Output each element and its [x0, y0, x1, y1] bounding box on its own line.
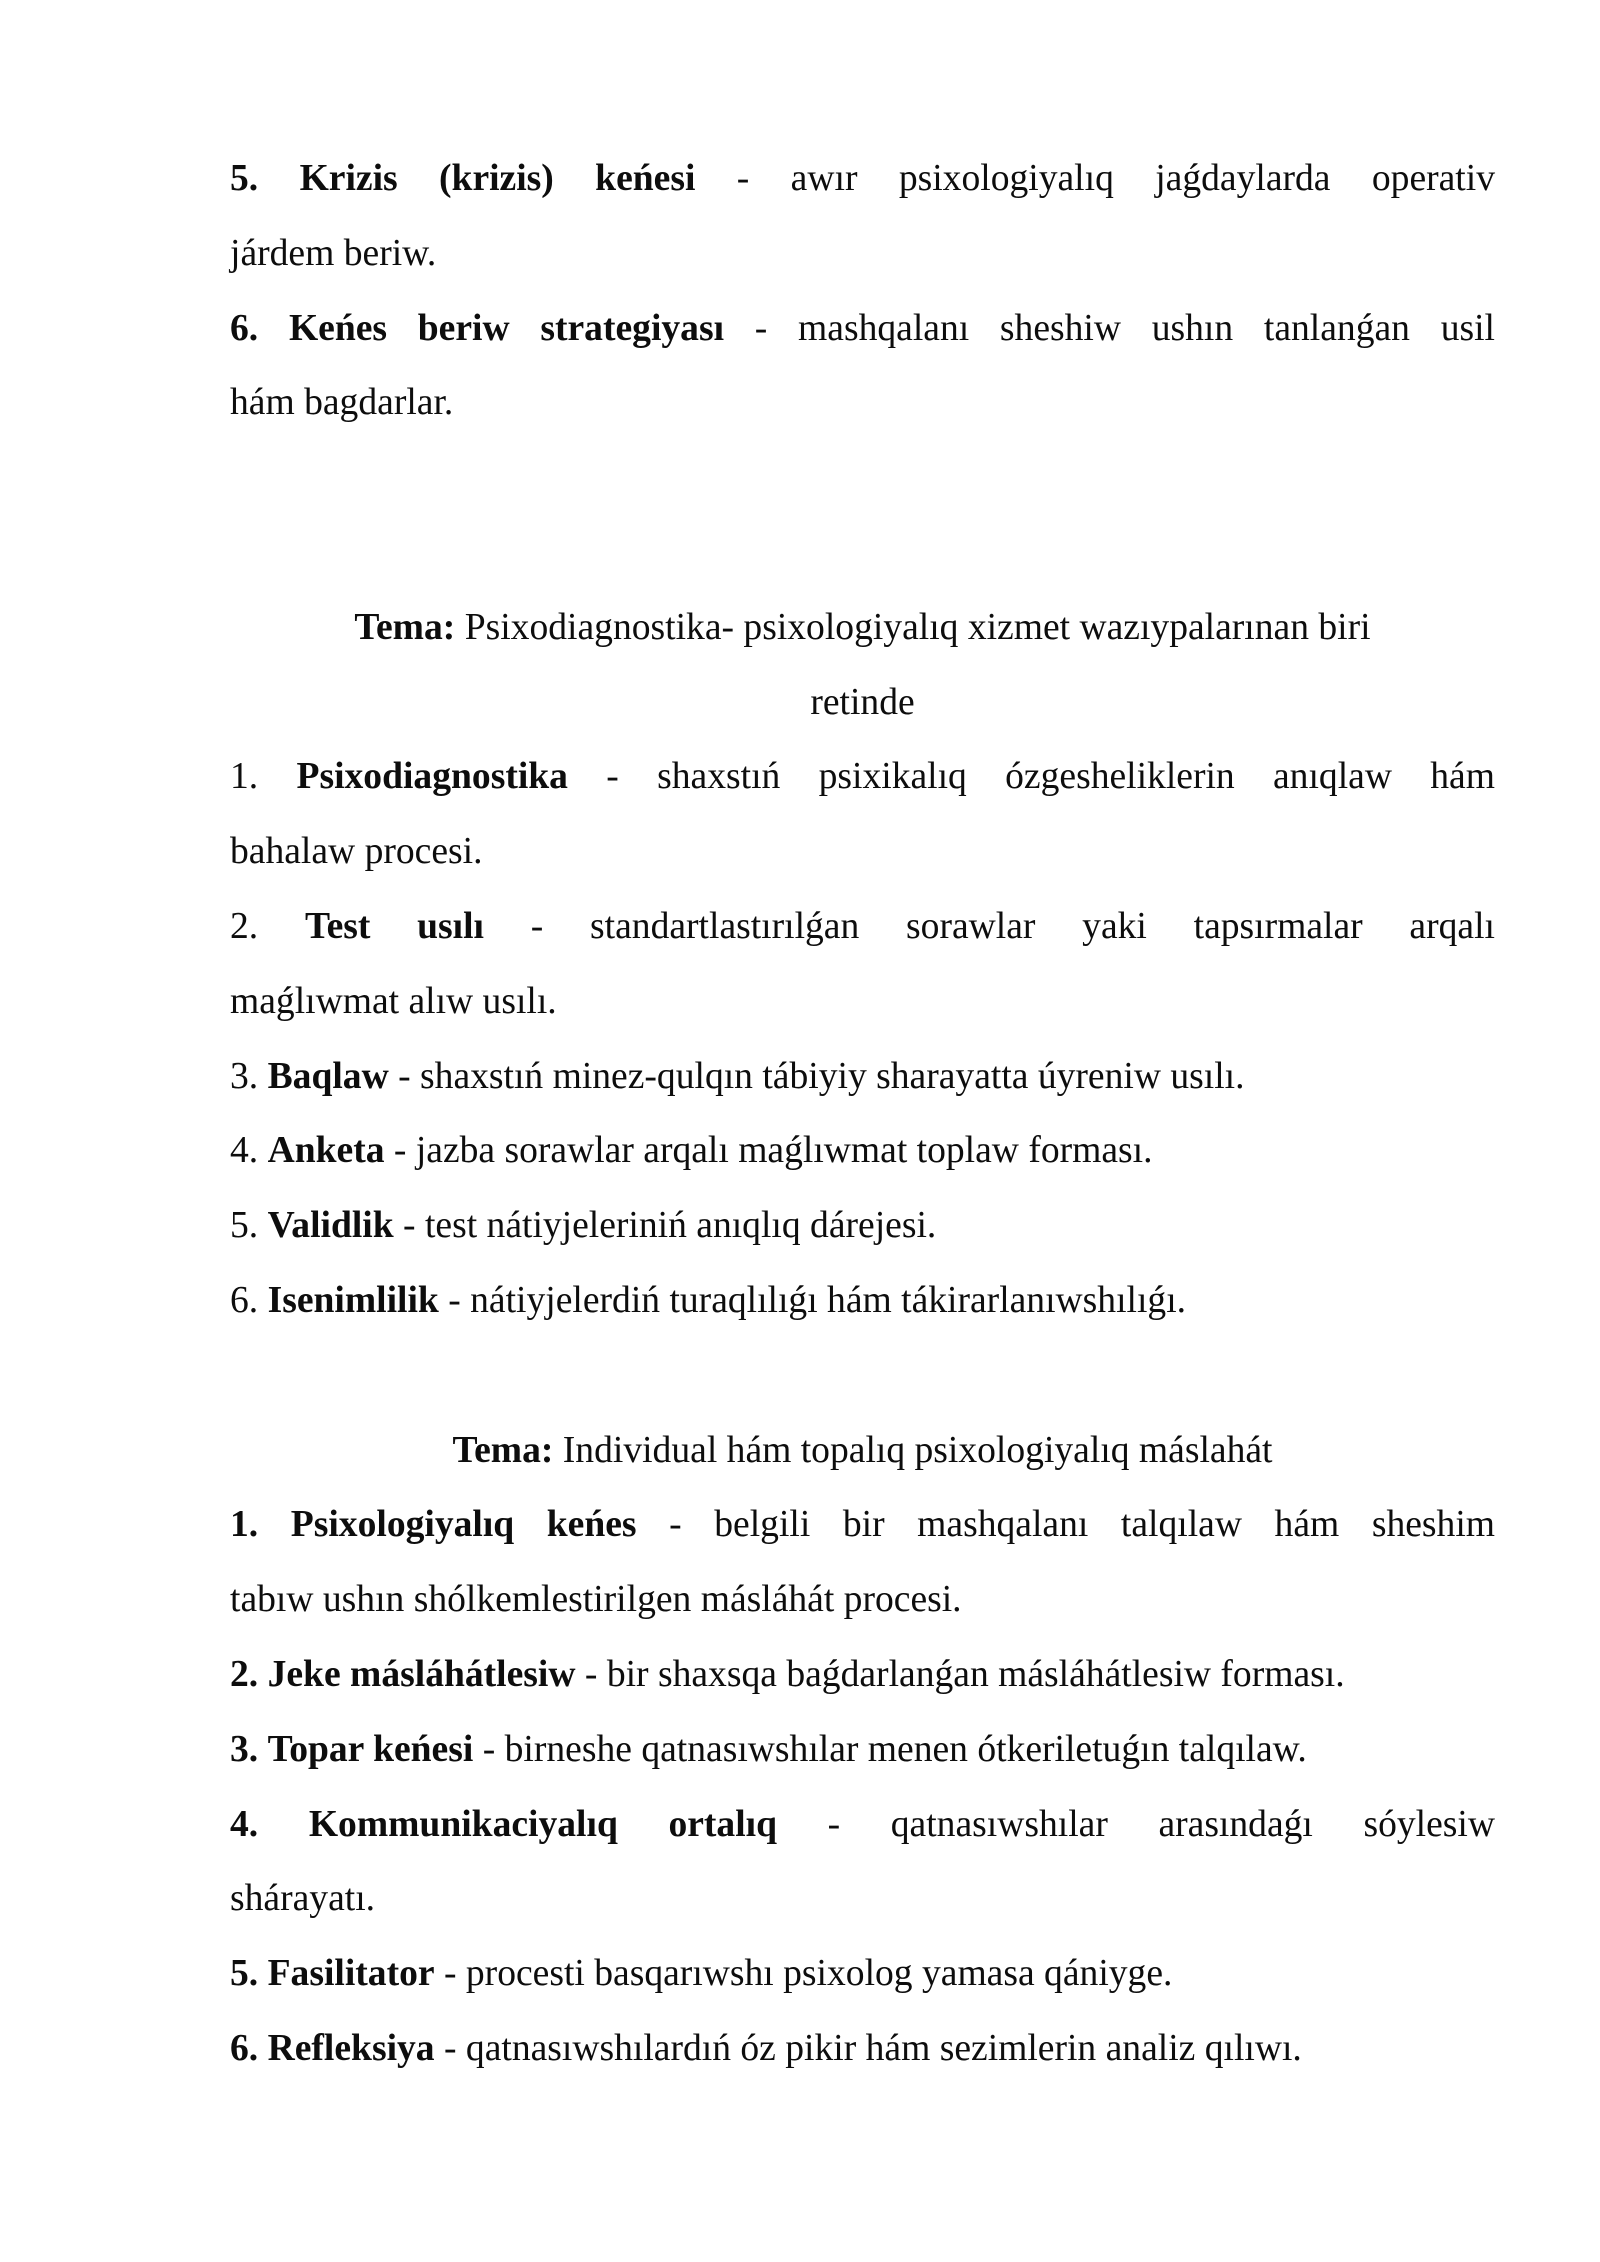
topic-title: Individual hám topalıq psixologiyalıq máslahát — [562, 1429, 1273, 1471]
item-term: Krizis (krizis) keńesi — [299, 158, 696, 199]
item-number: 1. — [230, 756, 259, 798]
item-term: Kommunikaciyalıq ortalıq — [308, 1803, 778, 1845]
list-item-line — [230, 2012, 1495, 2087]
list-item-line — [230, 1114, 1495, 1189]
item-number: 6. — [230, 307, 259, 349]
list-item — [230, 2012, 1495, 2087]
list-item — [230, 1713, 1495, 1788]
item-description: - qatnasıwshılardıń óz pikir hám sezimlerin analiz qılıwı. — [444, 2027, 1302, 2069]
item-term: Baqlaw — [267, 1055, 389, 1097]
topic-heading-line — [230, 591, 1495, 666]
item-number: 4. — [230, 1130, 259, 1172]
intro-list — [230, 142, 1495, 441]
list-item-line — [230, 1638, 1495, 1713]
topic-title: Psixodiagnostika- psixologiyalıq xizmet wazıypalarınan biri — [464, 606, 1371, 648]
list-item-line — [230, 142, 1495, 217]
item-term: Keńes beriw strategiyası — [288, 307, 725, 349]
topic-heading — [230, 591, 1495, 741]
item-term: Refleksiya — [267, 2027, 435, 2069]
item-number: 6. — [230, 1279, 259, 1321]
item-number: 4. — [230, 1803, 259, 1845]
list-item-line — [230, 1788, 1495, 1863]
item-number: 2. — [230, 1653, 259, 1695]
item-description-continued: bahalaw procesi. — [230, 831, 483, 873]
topic-individual-group-counseling — [230, 1414, 1495, 2087]
list-item-line — [230, 1040, 1495, 1115]
list-item — [230, 890, 1495, 1040]
item-description: - qatnasıwshılar arasındaǵı sóylesiw — [827, 1803, 1495, 1845]
item-term: Isenimlilik — [267, 1279, 439, 1321]
item-term: Topar keńesi — [267, 1728, 474, 1770]
list-item — [230, 1788, 1495, 1938]
list-item — [230, 1114, 1495, 1189]
list-item — [230, 1937, 1495, 2012]
item-description: - shaxstıń psixikalıq ózgesheliklerin anıqlaw hám — [606, 756, 1495, 798]
list-item — [230, 1264, 1495, 1339]
item-number: 3. — [230, 1728, 259, 1770]
list-item-line — [230, 1937, 1495, 2012]
item-term: Psixodiagnostika — [296, 756, 568, 798]
topic-heading-line — [230, 1414, 1495, 1489]
item-description-continued: shárayatı. — [230, 1878, 376, 1920]
list-item — [230, 292, 1495, 442]
list-item-line — [230, 1713, 1495, 1788]
item-number: 5. — [230, 158, 259, 199]
list-item — [230, 142, 1495, 292]
item-description: - awır psixologiyalıq jaǵdaylarda operativ — [736, 158, 1495, 199]
item-description: - nátiyjelerdiń turaqlılıǵı hám tákirarlanıwshılıǵı. — [448, 1279, 1187, 1321]
item-description-continued: járdem beriw. — [230, 232, 437, 274]
list-item — [230, 1488, 1495, 1638]
item-term: Validlik — [267, 1205, 394, 1247]
item-description: - birneshe qatnasıwshılar menen ótkeriletuǵın talqılaw. — [482, 1728, 1307, 1770]
item-term: Anketa — [267, 1130, 385, 1172]
item-number: 2. — [230, 905, 259, 947]
list-item — [230, 1638, 1495, 1713]
item-description: - bir shaxsqa baǵdarlanǵan másláhátlesiw forması. — [584, 1653, 1345, 1695]
list-item-line — [230, 890, 1495, 965]
topic-psixodiagnostika — [230, 591, 1495, 1339]
topic-title-continued: retinde — [810, 681, 915, 723]
item-term: Fasilitator — [267, 1953, 435, 1995]
list-item — [230, 1040, 1495, 1115]
item-description: - mashqalanı sheshiw ushın tanlanǵan usil — [754, 307, 1495, 349]
list-item — [230, 1189, 1495, 1264]
item-description: - jazba sorawlar arqalı maǵlıwmat toplaw forması. — [393, 1130, 1153, 1172]
item-number: 5. — [230, 1205, 259, 1247]
topic-label: Tema: — [354, 606, 456, 648]
item-term: Jeke másláhátlesiw — [267, 1653, 576, 1695]
item-term: Psixologiyalıq keńes — [290, 1504, 637, 1546]
item-number: 6. — [230, 2027, 259, 2069]
item-number: 1. — [230, 1504, 259, 1546]
list-item-line — [230, 1189, 1495, 1264]
item-description: - standartlastırılǵan sorawlar yaki tapsırmalar arqalı — [530, 905, 1495, 947]
item-term: Test usılı — [304, 905, 484, 947]
topic-heading — [230, 1414, 1495, 1489]
item-number: 3. — [230, 1055, 259, 1097]
item-description: - procesti basqarıwshı psixolog yamasa qániyge. — [443, 1953, 1173, 1995]
list-item-line — [230, 1264, 1495, 1339]
topic-label: Tema: — [452, 1429, 554, 1471]
item-description: - shaxstıń minez-qulqın tábiyiy sharayatta úyreniw usılı. — [398, 1055, 1245, 1097]
item-description: - test nátiyjeleriniń anıqlıq dárejesi. — [403, 1205, 937, 1247]
document-page — [230, 142, 1495, 2087]
item-description-continued: tabıw ushın shólkemlestirilgen másláhát procesi. — [230, 1579, 962, 1621]
list-item-line — [230, 292, 1495, 367]
item-number: 5. — [230, 1953, 259, 1995]
list-item — [230, 740, 1495, 890]
item-description: - belgili bir mashqalanı talqılaw hám sheshim — [669, 1504, 1495, 1546]
item-description-continued: maǵlıwmat alıw usılı. — [230, 980, 557, 1022]
list-item-line — [230, 1488, 1495, 1563]
list-item-line — [230, 740, 1495, 815]
item-description-continued: hám bagdarlar. — [230, 382, 454, 424]
